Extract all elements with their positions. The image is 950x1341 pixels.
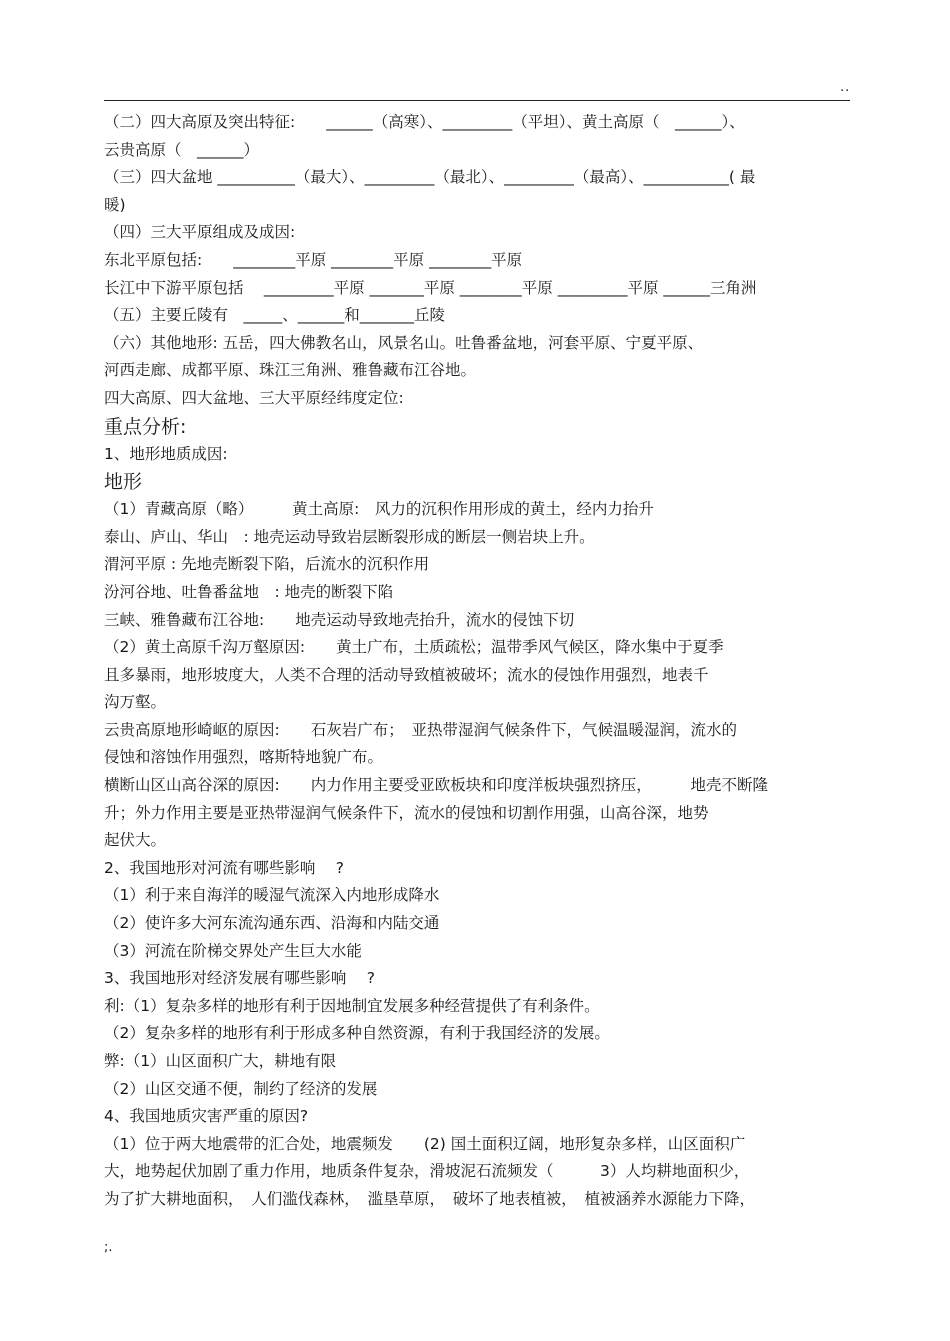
- text-line: （六）其他地形: 五岳，四大佛教名山，风景名山。吐鲁番盆地，河套平原、宁夏平原、: [104, 333, 704, 352]
- text-line: 起伏大。: [104, 831, 167, 850]
- text-line: 东北平原包括: ________平原 ________平原 ________平原: [104, 250, 523, 269]
- page-footer-mark: ;.: [104, 1240, 113, 1255]
- section-heading: 重点分析:: [104, 415, 187, 438]
- text-line: 且多暴雨，地形坡度大，人类不合理的活动导致植被破坏；流水的侵蚀作用强烈，地表千: [104, 665, 709, 684]
- text-line: 河西走廊、成都平原、珠江三角洲、雅鲁藏布江谷地。: [104, 361, 477, 380]
- text-line: （二）四大高原及突出特征: ______（高寒）、_________（平坦）、黄土高原（ ______）、: [104, 113, 745, 131]
- text-line: 云贵高原（ ______）: [104, 140, 260, 159]
- text-line: （2）山区交通不便，制约了经济的发展: [104, 1079, 378, 1098]
- text-line: （3）河流在阶梯交界处产生巨大水能: [104, 941, 362, 960]
- text-line: （三）四大盆地 __________（最大）、_________（最北）、_________（最高）、___________( 最: [104, 168, 756, 187]
- text-line: 横断山区山高谷深的原因: 内力作用主要受亚欧板块和印度洋板块强烈挤压， 地壳不断隆: [104, 776, 768, 795]
- text-line: 弊:（1）山区面积广大，耕地有限: [104, 1052, 337, 1070]
- text-line: （2）黄土高原千沟万壑原因: 黄土广布，土质疏松；温带季风气候区，降水集中于夏季: [104, 638, 724, 657]
- text-line: 云贵高原地形崎岖的原因: 石灰岩广布； 亚热带湿润气候条件下，气候温暖湿润，流水的: [104, 720, 737, 739]
- text-line: 为了扩大耕地面积， 人们滥伐森林， 滥垦草原， 破坏了地表植被， 植被涵养水源能力下降，: [104, 1189, 756, 1208]
- text-line: 3、我国地形对经济发展有哪些影响 ?: [104, 969, 376, 988]
- subsection-heading: 地形: [104, 471, 143, 494]
- text-line: 汾河谷地、吐鲁番盆地 : 地壳的断裂下陷: [104, 582, 394, 601]
- text-line: 渭河平原 : 先地壳断裂下陷，后流水的沉积作用: [104, 555, 430, 574]
- text-line: 泰山、庐山、华山 : 地壳运动导致岩层断裂形成的断层一侧岩块上升。: [104, 527, 595, 546]
- text-line: （四）三大平原组成及成因:: [104, 223, 296, 242]
- text-line: 侵蚀和溶蚀作用强烈，喀斯特地貌广布。: [104, 748, 384, 767]
- document-body: [104, 109, 852, 1214]
- text-line: 暖): [104, 195, 126, 214]
- text-line: 长江中下游平原包括 _________平原 _______平原 ________平原 _________平原 ______三角洲: [104, 278, 757, 297]
- text-line: 4、我国地质灾害严重的原因?: [104, 1107, 309, 1126]
- text-line: （五）主要丘陵有 _____、______和_______丘陵: [104, 306, 446, 325]
- text-line: （1）青藏高原（略） 黄土高原: 风力的沉积作用形成的黄土，经内力抬升: [104, 500, 654, 519]
- text-line: （2）复杂多样的地形有利于形成多种自然资源，有利于我国经济的发展。: [104, 1024, 610, 1043]
- text-line: 1、地形地质成因:: [104, 444, 228, 463]
- text-line: （1）位于两大地震带的汇合处，地震频发 (2) 国土面积辽阔，地形复杂多样，山区面积广: [104, 1134, 746, 1153]
- text-line: 大，地势起伏加剧了重力作用，地质条件复杂，滑坡泥石流频发（ 3）人均耕地面积少，: [104, 1162, 750, 1181]
- text-line: 沟万壑。: [104, 693, 167, 712]
- text-line: 利:（1）复杂多样的地形有利于因地制宜发展多种经营提供了有利条件。: [104, 996, 600, 1015]
- text-line: 2、我国地形对河流有哪些影响 ?: [104, 858, 345, 877]
- page-header-mark: ..: [840, 80, 851, 95]
- text-line: 四大高原、四大盆地、三大平原经纬度定位:: [104, 388, 404, 407]
- text-line: 三峡、雅鲁藏布江谷地: 地壳运动导致地壳抬升，流水的侵蚀下切: [104, 610, 575, 629]
- text-line: 升；外力作用主要是亚热带湿润气候条件下，流水的侵蚀和切割作用强，山高谷深，地势: [104, 803, 709, 822]
- text-line: （2）使许多大河东流沟通东西、沿海和内陆交通: [104, 914, 440, 933]
- text-line: （1）利于来自海洋的暖湿气流深入内地形成降水: [104, 886, 440, 905]
- header-rule: [104, 100, 850, 101]
